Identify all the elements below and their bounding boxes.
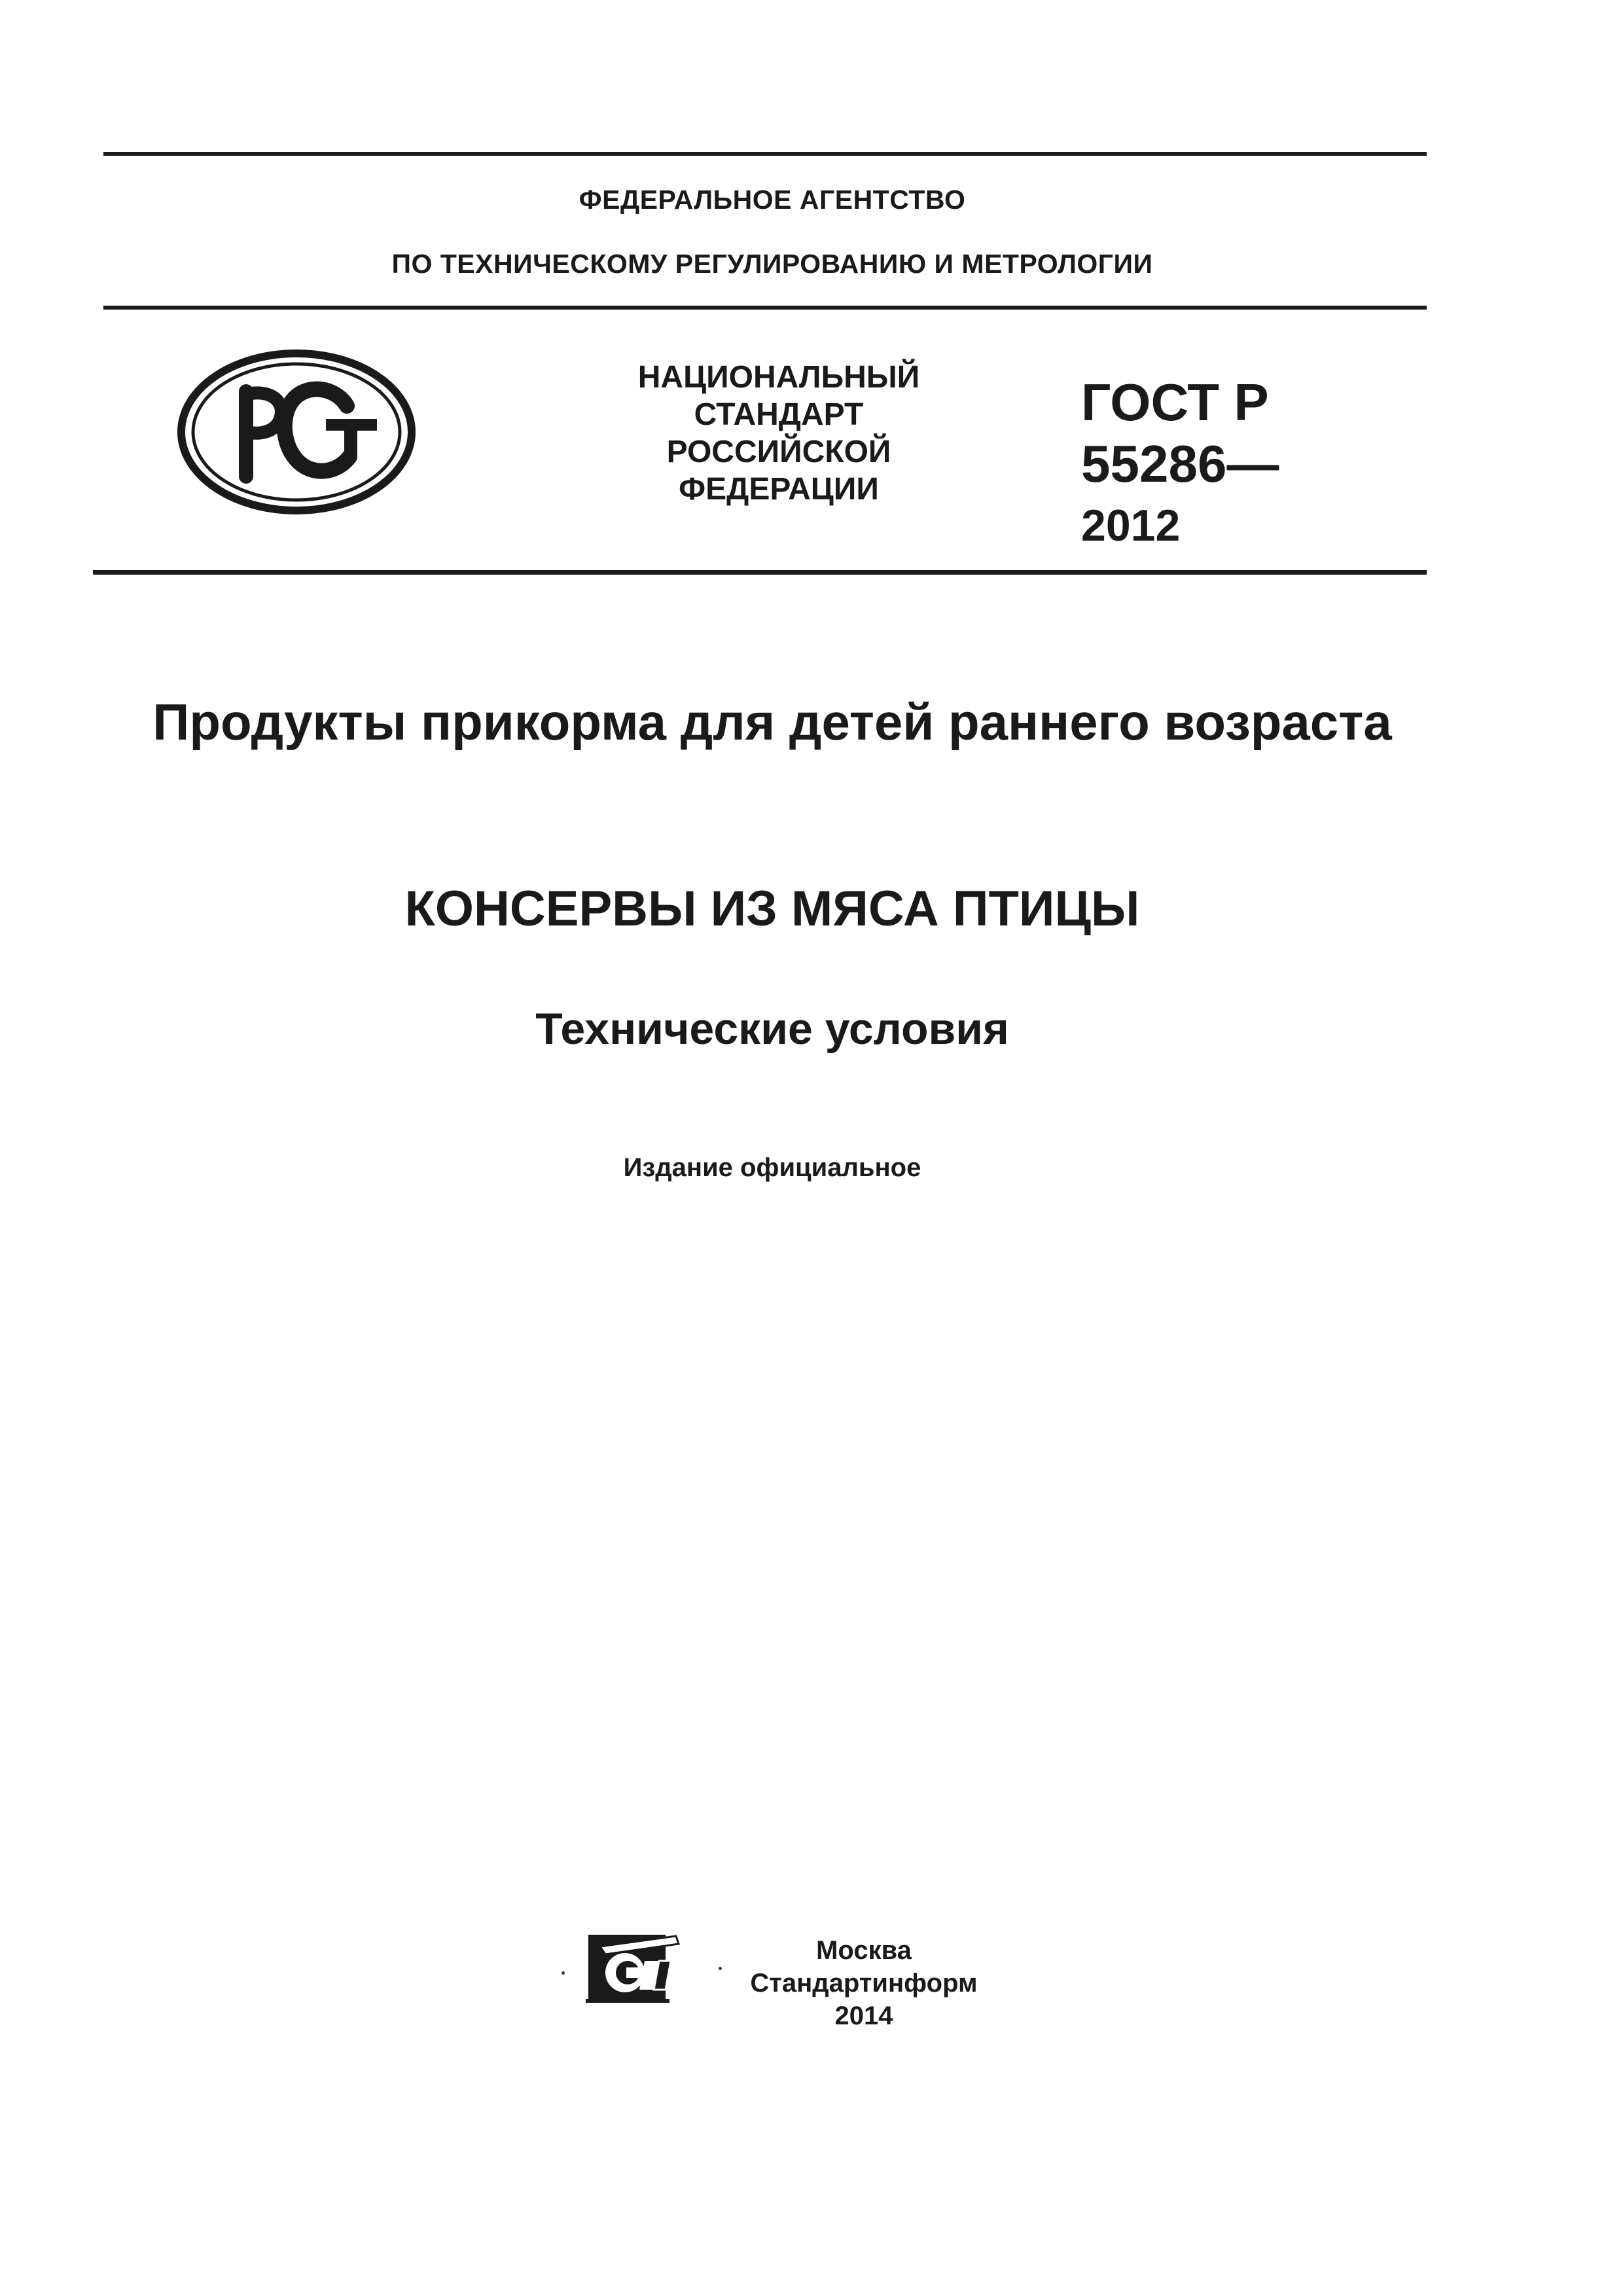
- edition-label: Издание официальное: [623, 1153, 921, 1182]
- document-spec: Технические условия: [535, 1004, 1009, 1054]
- decor-dot-left: [562, 1971, 565, 1975]
- national-standard-line-2: СТАНДАРТ: [694, 397, 864, 432]
- top-divider: [103, 152, 1427, 156]
- gost-year: 2012: [1081, 501, 1181, 550]
- rst-logo-icon: [175, 348, 418, 516]
- middle-divider: [103, 306, 1427, 310]
- national-standard-line-1: НАЦИОНАЛЬНЫЙ: [637, 360, 920, 395]
- document-subtitle: КОНСЕРВЫ ИЗ МЯСА ПТИЦЫ: [404, 881, 1140, 937]
- gost-designation: [1081, 372, 1279, 556]
- publisher-block: [720, 1934, 1008, 2032]
- standartinform-logo-icon: [586, 1928, 683, 2008]
- agency-line-2: ПО ТЕХНИЧЕСКОМУ РЕГУЛИРОВАНИЮ И МЕТРОЛОГИИ: [391, 249, 1153, 279]
- national-standard-label: [576, 359, 982, 508]
- national-standard-line-4: ФЕДЕРАЦИИ: [679, 472, 879, 507]
- national-standard-line-3: РОССИЙСКОЙ: [666, 435, 891, 469]
- gost-number: 55286—: [1081, 435, 1279, 493]
- document-title: Продукты прикорма для детей раннего возраста: [152, 693, 1392, 751]
- gost-prefix: ГОСТ Р: [1081, 373, 1269, 431]
- publisher-name: Стандартинформ: [750, 1969, 978, 1998]
- publisher-year: 2014: [834, 2001, 893, 2030]
- agency-line-1: ФЕДЕРАЛЬНОЕ АГЕНТСТВО: [579, 185, 966, 215]
- publisher-city: Москва: [816, 1936, 912, 1965]
- bottom-divider: [93, 570, 1427, 575]
